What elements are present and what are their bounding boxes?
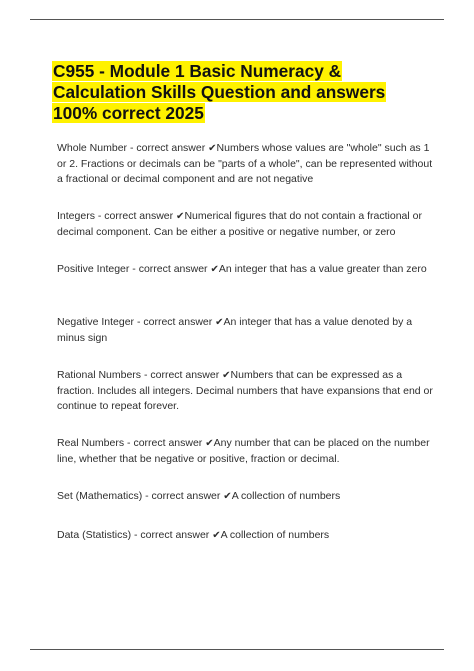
entry-definition: A collection of numbers	[231, 490, 341, 502]
entry-data-statistics	[57, 528, 437, 544]
entry-term: Rational Numbers - correct answer	[57, 369, 223, 381]
entry-integers	[57, 209, 437, 240]
entry-term: Real Numbers - correct answer	[57, 437, 206, 449]
entry-definition: Numbers that can be expressed as a fraction. Includes all integers. Decimal numbers that have expansions that end or continue to repeat forever.	[57, 369, 433, 412]
document-title	[52, 61, 432, 124]
check-mark-icon: ✔	[223, 491, 232, 502]
title-line-1: C955 - Module 1 Basic Numeracy &	[53, 61, 342, 81]
entry-term: Data (Statistics) - correct answer	[57, 529, 213, 541]
check-mark-icon: ✔	[212, 530, 221, 541]
entry-term: Positive Integer - correct answer	[57, 263, 211, 275]
entry-term: Set (Mathematics) - correct answer	[57, 490, 224, 502]
entry-term: Negative Integer - correct answer	[57, 316, 216, 328]
entry-rational-numbers	[57, 368, 437, 415]
check-mark-icon: ✔	[222, 370, 231, 381]
entry-definition: An integer that has a value denoted by a minus sign	[57, 316, 413, 344]
entry-negative-integer	[57, 315, 437, 346]
entry-definition: Numbers whose values are "whole" such as 1 or 2. Fractions or decimals can be "parts of a whole", can be represented without a fractional or decimal component and are not negative	[57, 142, 433, 185]
entry-term: Whole Number - correct answer	[57, 142, 209, 154]
entry-term: Integers - correct answer	[57, 210, 177, 222]
entry-definition: Any number that can be placed on the number line, whether that be negative or positive, fraction or decimal.	[57, 437, 430, 465]
entry-whole-number	[57, 141, 437, 188]
entry-definition: An integer that has a value greater than zero	[218, 263, 427, 275]
bottom-rule	[30, 649, 444, 650]
entry-definition: A collection of numbers	[220, 529, 330, 541]
top-rule	[30, 19, 444, 20]
entry-positive-integer	[57, 262, 437, 278]
check-mark-icon: ✔	[176, 211, 185, 222]
check-mark-icon: ✔	[205, 438, 214, 449]
check-mark-icon: ✔	[210, 264, 219, 275]
entry-real-numbers	[57, 436, 437, 467]
check-mark-icon: ✔	[215, 317, 224, 328]
entry-definition: Numerical figures that do not contain a fractional or decimal component. Can be either a positive or negative number, or zero	[57, 210, 422, 238]
check-mark-icon: ✔	[208, 143, 217, 154]
title-line-2: Calculation Skills Question and answers	[53, 82, 386, 102]
title-line-3: 100% correct 2025	[53, 103, 204, 123]
entry-set-mathematics	[57, 489, 437, 505]
